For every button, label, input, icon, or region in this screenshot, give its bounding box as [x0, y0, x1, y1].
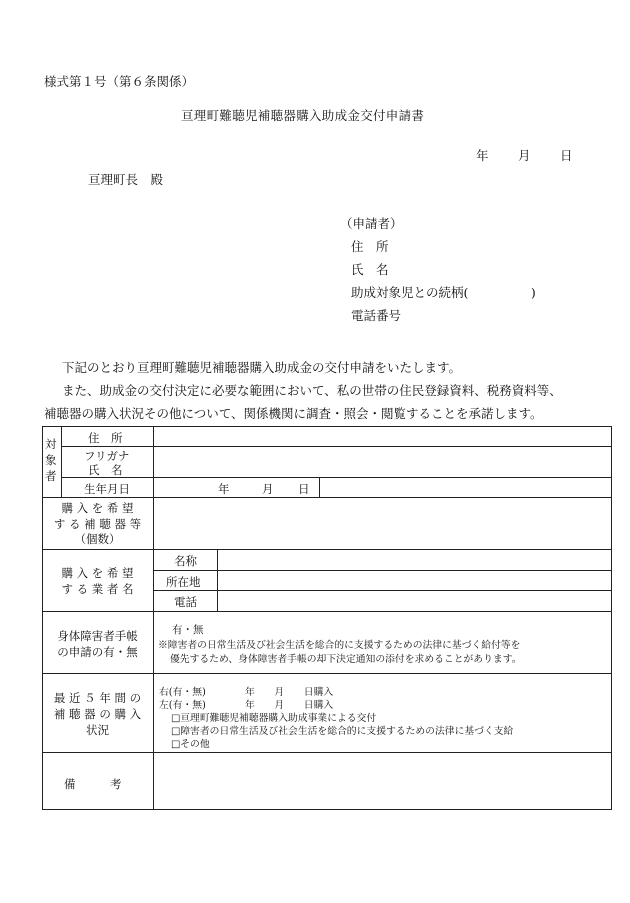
- subject-name-label: 氏 名: [88, 463, 123, 477]
- history-option-other: □その他: [171, 739, 210, 750]
- handbook-note-line-2: 優先するため、身体障害者手帳の却下決定通知の添付を求めることがあります。: [170, 654, 522, 665]
- applicant-label: （申請者）: [340, 216, 403, 231]
- date-day-label: 日: [560, 148, 573, 163]
- handbook-note-line-1: ※障害者の日常生活及び社会生活を総合的に支援するための法律に基づく給付等を: [158, 640, 521, 651]
- handbook-choice: 有・無: [172, 624, 204, 636]
- body-paragraph-2-line-1: また、助成金の交付決定に必要な範囲において、私の世帯の住民登録資料、税務資料等、: [62, 383, 562, 398]
- subject-label: 対 象 者: [45, 437, 57, 483]
- handbook-label: 身体障害者手帳 の申請の有・無: [57, 629, 138, 659]
- vendor-label: 購 入 を 希 望 す る 業 者 名: [61, 566, 134, 596]
- birth-day-label: 日: [298, 482, 310, 496]
- form-title: 亘理町難聴児補聴器購入助成金交付申請書: [181, 108, 425, 123]
- body-paragraph-1: 下記のとおり亘理町難聴児補聴器購入助成金の交付申請をいたします。: [62, 360, 462, 375]
- device-label: 購 入 を 希 望 す る 補 聴 器 等 （個数）: [53, 501, 142, 546]
- vendor-phone-label: 電話: [174, 595, 197, 609]
- date-year-label: 年: [476, 148, 489, 163]
- applicant-address-label: 住 所: [351, 239, 389, 254]
- body-paragraph-2-line-2: 補聴器の購入状況その他について、関係機関に調査・照会・閲覧することを承諾します。: [44, 406, 543, 421]
- applicant-phone-label: 電話番号: [351, 308, 402, 323]
- history-option-town-subsidy: □亘理町難聴児補聴器購入助成事業による交付: [171, 713, 377, 724]
- subject-birth-label: 生年月日: [84, 482, 130, 496]
- remarks-label: 備 考: [64, 777, 122, 791]
- history-label: 最 近 ５ 年 間 の 補 聴 器 の 購 入 状況: [53, 691, 142, 737]
- applicant-name-label: 氏 名: [351, 262, 389, 277]
- form-number: 様式第１号（第６条関係）: [44, 74, 195, 89]
- date-month-label: 月: [518, 148, 531, 163]
- addressee: 亘理町長 殿: [88, 172, 164, 187]
- applicant-relationship-label: 助成対象児との続柄( ): [351, 285, 536, 300]
- vendor-location-label: 所在地: [166, 575, 201, 589]
- subject-address-label: 住 所: [88, 431, 123, 445]
- birth-year-label: 年: [218, 482, 230, 496]
- birth-month-label: 月: [262, 482, 274, 496]
- history-left-ear: 左(有・無) 年 月 日購入: [159, 700, 334, 711]
- subject-furigana-label: フリガナ: [84, 449, 130, 463]
- history-option-welfare-act: □障害者の日常生活及び社会生活を総合的に支援するための法律に基づく支給: [171, 726, 514, 737]
- history-right-ear: 右(有・無) 年 月 日購入: [159, 687, 334, 698]
- vendor-name-label: 名称: [174, 554, 197, 568]
